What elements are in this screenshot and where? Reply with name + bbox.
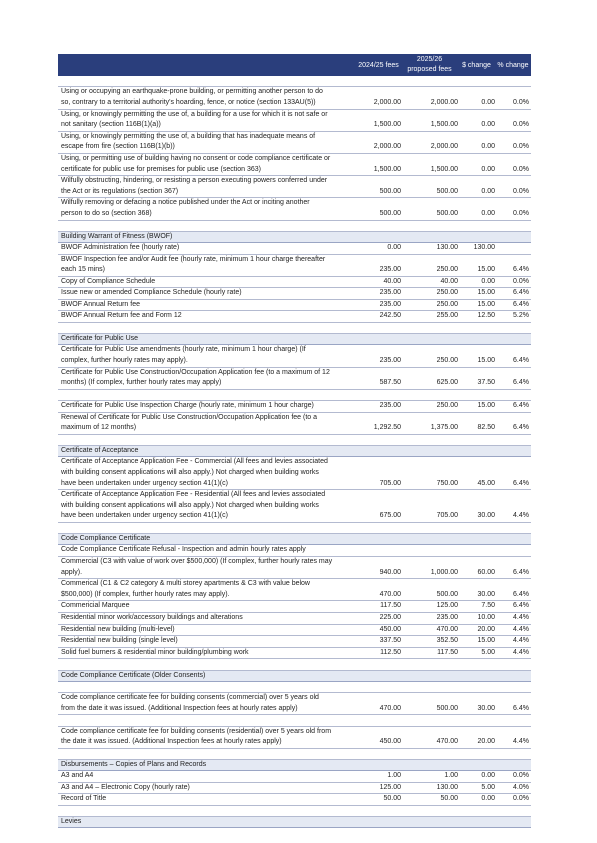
fee-2024: 125.00 [379, 783, 401, 791]
fee-description-line: Commerical (C1 & C2 category & multi storey apartments & C3 with value below [61, 580, 310, 588]
percent-change: 4.4% [513, 512, 529, 520]
percent-change: 0.0% [513, 187, 529, 195]
percent-change: 6.4% [513, 479, 529, 487]
dollar-change: 5.00 [481, 783, 495, 791]
percent-change: 6.4% [513, 568, 529, 576]
fee-2024: 500.00 [379, 187, 401, 195]
header-2024-fees: 2024/25 fees [358, 62, 399, 69]
fee-row [58, 311, 531, 323]
dollar-change: 45.00 [477, 479, 495, 487]
fee-row [58, 345, 531, 367]
percent-change: 4.4% [513, 625, 529, 633]
fee-description-line: Certificate of Acceptance Application Fee - Commercial (All fees and levies associated [61, 458, 328, 466]
fee-description [58, 87, 356, 108]
fee-description [58, 648, 356, 659]
fee-row [58, 243, 531, 255]
percent-change: 4.4% [513, 613, 529, 621]
fee-row [58, 132, 531, 154]
fee-2024: 235.00 [379, 266, 401, 274]
fee-description [58, 613, 356, 624]
spacer-row [58, 323, 531, 334]
percent-change: 6.4% [513, 402, 529, 410]
fee-2025: 2,000.00 [430, 143, 458, 151]
fee-description-line: complex, further hourly rates may apply). [61, 357, 188, 365]
header-percent-change: % change [497, 62, 529, 69]
fee-row [58, 154, 531, 176]
dollar-change: 0.00 [481, 165, 495, 173]
dollar-change: 0.00 [481, 795, 495, 803]
dollar-change: 30.00 [477, 704, 495, 712]
fee-row [58, 277, 531, 289]
dollar-change: 10.00 [477, 613, 495, 621]
fee-2024: 2,000.00 [373, 143, 401, 151]
fees-table [58, 54, 531, 828]
fee-description-line: the date it was issued. (Additional Inspection fees at hourly rates apply) [61, 738, 282, 746]
dollar-change: 37.50 [477, 379, 495, 387]
fee-2024: 470.00 [379, 590, 401, 598]
fee-description [58, 132, 356, 153]
fee-row [58, 368, 531, 390]
fee-2024: 1.00 [387, 772, 401, 780]
dollar-change: 5.00 [481, 648, 495, 656]
fee-description-line: Certificate for Public Use Construction/Occupation Application fee (to a maximum of 12 [61, 368, 330, 376]
header-dollar-change: $ change [462, 62, 491, 69]
section-heading: Code Compliance Certificate [58, 534, 531, 545]
fee-description [58, 288, 356, 299]
fee-2024: 450.00 [379, 625, 401, 633]
fee-2025: 250.00 [436, 289, 458, 297]
fee-description-line: Issue new or amended Compliance Schedule (hourly rate) [61, 289, 242, 297]
header-2025-fees-line1: 2025/26 [416, 56, 443, 63]
fee-description [58, 771, 356, 782]
fee-description-line: Wilfully removing or defacing a notice published under the Act or inciting another [61, 199, 310, 207]
fee-description-line: Residential new building (single level) [61, 637, 178, 645]
fee-2024: 242.50 [379, 312, 401, 320]
percent-change: 0.0% [513, 209, 529, 217]
spacer-row [58, 682, 531, 693]
percent-change: 6.4% [513, 704, 529, 712]
fee-row [58, 727, 531, 749]
fee-row [58, 601, 531, 613]
fee-description-line: person to do so (section 368) [61, 209, 152, 217]
fee-row [58, 545, 531, 557]
fee-description [58, 625, 356, 636]
fee-description-line: Using, or knowingly permitting the use of, a building that has inadequate means of [61, 132, 316, 140]
fee-row [58, 771, 531, 783]
fee-row [58, 794, 531, 806]
dollar-change: 12.50 [477, 312, 495, 320]
percent-change: 6.4% [513, 590, 529, 598]
percent-change: 4.4% [513, 738, 529, 746]
fee-description [58, 545, 356, 556]
percent-change: 0.0% [513, 143, 529, 151]
percent-change: 6.4% [513, 289, 529, 297]
fee-description-line: each 15 mins) [61, 266, 105, 274]
fee-row [58, 490, 531, 523]
dollar-change: 15.00 [477, 357, 495, 365]
fee-row [58, 300, 531, 312]
fee-description-line: from the date it was issued. (Additional Inspection fees at hourly rates apply) [61, 704, 298, 712]
fee-2025: 130.00 [436, 783, 458, 791]
fee-description [58, 727, 356, 748]
fee-2024: 235.00 [379, 289, 401, 297]
dollar-change: 0.00 [481, 277, 495, 285]
fee-2024: 675.00 [379, 512, 401, 520]
fee-2025: 500.00 [436, 209, 458, 217]
fee-row [58, 176, 531, 198]
fee-row [58, 625, 531, 637]
dollar-change: 130.00 [473, 243, 495, 251]
spacer-row [58, 715, 531, 726]
percent-change [495, 243, 531, 254]
percent-change: 6.4% [513, 300, 529, 308]
fee-2025: 500.00 [436, 590, 458, 598]
section-heading: Disbursements – Copies of Plans and Records [58, 760, 531, 771]
fee-description [58, 783, 356, 794]
fee-description-line: Commercial (C3 with value of work over $500,000) (If complex, further hourly rates may [61, 557, 333, 565]
dollar-change: 15.00 [477, 637, 495, 645]
fee-2024 [356, 545, 401, 556]
fee-description [58, 457, 356, 489]
section-heading: Certificate of Acceptance [58, 446, 531, 457]
fee-2024: 1,500.00 [373, 165, 401, 173]
fee-row [58, 457, 531, 490]
percent-change: 6.4% [513, 266, 529, 274]
fee-description-line: Renewal of Certificate for Public Use Construction/Occupation Application fee (to a [61, 413, 318, 421]
fee-2024: 450.00 [379, 738, 401, 746]
spacer-row [58, 806, 531, 817]
fee-row [58, 613, 531, 625]
fee-description-line: the Act or its regulations (section 367) [61, 187, 179, 195]
fee-description-line: Code Compliance Certificate Refusal - Inspection and admin hourly rates apply [61, 546, 306, 554]
dollar-change: 15.00 [477, 300, 495, 308]
fee-description-line: with building consent applications will also apply.) Not charged when building works [61, 501, 319, 509]
spacer-row [58, 435, 531, 446]
fee-description-line: certificate for public use for premises for public use (section 363) [61, 165, 261, 173]
fee-description-line: so, contrary to a territorial authority's hoarding, fence, or notice (section 133AU(5)) [61, 98, 316, 106]
percent-change: 4.0% [513, 783, 529, 791]
header-2025-fees-line2: proposed fees [407, 66, 452, 73]
fee-2024: 112.50 [380, 648, 401, 656]
percent-change: 5.2% [513, 312, 529, 320]
spacer-row [58, 523, 531, 534]
percent-change: 6.4% [513, 424, 529, 432]
fee-2024: 940.00 [379, 568, 401, 576]
fee-2025: 117.50 [437, 648, 458, 656]
table-body [58, 76, 531, 828]
fee-description-line: Wilfully obstructing, hindering, or resisting a person executing powers conferred under [61, 177, 328, 185]
fee-description [58, 277, 356, 288]
section-heading: Levies [58, 817, 531, 828]
table-header [58, 54, 531, 76]
fee-description-line: Using or occupying an earthquake-prone building, or permitting another person to do [61, 88, 323, 96]
fee-description-line: BWOF Annual Return fee and Form 12 [61, 312, 182, 320]
dollar-change: 0.00 [481, 143, 495, 151]
fee-2025: 1,000.00 [430, 568, 458, 576]
fee-description [58, 401, 356, 412]
fee-description [58, 413, 356, 434]
fee-2025: 130.00 [436, 243, 458, 251]
dollar-change: 20.00 [477, 738, 495, 746]
fee-2024: 235.00 [379, 300, 401, 308]
dollar-change: 0.00 [481, 121, 495, 129]
fee-row [58, 401, 531, 413]
fee-description [58, 154, 356, 175]
dollar-change: 82.50 [477, 424, 495, 432]
dollar-change [458, 545, 495, 556]
fee-2024: 2,000.00 [373, 98, 401, 106]
fee-description [58, 176, 356, 197]
fee-2024: 1,500.00 [373, 121, 401, 129]
fee-description [58, 255, 356, 276]
fee-2025: 500.00 [436, 704, 458, 712]
fee-row [58, 255, 531, 277]
fee-description-line: Code compliance certificate fee for building consents (commercial) over 5 years old [61, 694, 319, 702]
fee-description-line: Using, or knowingly permitting the use of, a building for a use for which it is not safe or [61, 110, 328, 118]
fee-2025: 352.50 [436, 637, 458, 645]
fee-row [58, 413, 531, 435]
percent-change: 4.4% [513, 648, 529, 656]
dollar-change: 15.00 [477, 289, 495, 297]
fee-description-line: A3 and A4 – Electronic Copy (hourly rate) [61, 783, 190, 791]
section-heading: Code Compliance Certificate (Older Consents) [58, 671, 531, 682]
percent-change: 0.0% [513, 772, 529, 780]
fee-row [58, 636, 531, 648]
fee-description [58, 300, 356, 311]
fee-2025: 50.00 [440, 795, 458, 803]
fee-row [58, 579, 531, 601]
fee-2025: 250.00 [436, 357, 458, 365]
fee-2025: 250.00 [436, 266, 458, 274]
percent-change [495, 545, 531, 556]
section-heading: Building Warrant of Fitness (BWOF) [58, 232, 531, 243]
fee-2024: 225.00 [379, 613, 401, 621]
percent-change: 0.0% [513, 165, 529, 173]
dollar-change: 15.00 [477, 402, 495, 410]
fee-2024: 470.00 [379, 704, 401, 712]
fee-description-line: apply). [61, 568, 83, 576]
fee-description-line: Residential new building (multi-level) [61, 625, 175, 633]
fee-description-line: Record of Title [61, 795, 107, 803]
dollar-change: 7.50 [481, 602, 495, 610]
percent-change: 0.0% [513, 277, 529, 285]
fee-2024: 337.50 [379, 637, 401, 645]
fee-2025: 625.00 [436, 379, 458, 387]
fee-2025: 255.00 [436, 312, 458, 320]
spacer-row [58, 390, 531, 401]
fee-description-line: BWOF Inspection fee and/or Audit fee (hourly rate, minimum 1 hour charge thereafter [61, 255, 326, 263]
fee-description-line: Solid fuel burners & residential minor building/plumbing work [61, 648, 249, 656]
dollar-change: 0.00 [481, 98, 495, 106]
fee-2025: 250.00 [436, 402, 458, 410]
fee-2024: 50.00 [383, 795, 401, 803]
dollar-change: 0.00 [481, 187, 495, 195]
percent-change: 6.4% [513, 602, 529, 610]
fee-2024: 117.50 [380, 602, 401, 610]
fee-description-line: BWOF Administration fee (hourly rate) [61, 243, 180, 251]
fee-row [58, 198, 531, 220]
spacer-row [58, 76, 531, 87]
fee-description [58, 693, 356, 714]
fee-2025: 470.00 [436, 738, 458, 746]
fee-description [58, 636, 356, 647]
percent-change: 6.4% [513, 379, 529, 387]
fee-2025: 470.00 [436, 625, 458, 633]
fee-2024: 40.00 [383, 277, 401, 285]
fee-row [58, 87, 531, 109]
fee-2025: 2,000.00 [430, 98, 458, 106]
spacer-row [58, 659, 531, 670]
fee-2025: 235.00 [436, 613, 458, 621]
dollar-change: 0.00 [481, 772, 495, 780]
fee-2025: 1,500.00 [430, 165, 458, 173]
fee-row [58, 783, 531, 795]
fee-row [58, 693, 531, 715]
fee-description-line: Certificate for Public Use Inspection Charge (hourly rate, minimum 1 hour charge) [61, 402, 314, 410]
fee-row [58, 288, 531, 300]
fee-description-line: BWOF Annual Return fee [61, 300, 140, 308]
fee-description-line: Using, or permitting use of building having no consent or code compliance certificate or [61, 154, 331, 162]
fee-description [58, 601, 356, 612]
fee-description-line: have been undertaken under urgency section 41(1)(c) [61, 512, 228, 520]
fee-2025: 40.00 [440, 277, 458, 285]
fee-2025: 1.00 [444, 772, 458, 780]
fee-description-line: Certificate for Public Use amendments (hourly rate, minimum 1 hour charge) (If [61, 346, 306, 354]
fee-description [58, 110, 356, 131]
dollar-change: 60.00 [477, 568, 495, 576]
percent-change: 0.0% [513, 121, 529, 129]
fee-2025: 250.00 [436, 300, 458, 308]
fee-2025: 1,375.00 [430, 424, 458, 432]
fee-description [58, 345, 356, 366]
fee-description-line: with building consent applications will also apply.) Not charged when building works [61, 468, 319, 476]
fee-description-line: Copy of Compliance Schedule [61, 277, 156, 285]
fee-2025: 750.00 [436, 479, 458, 487]
dollar-change: 30.00 [477, 590, 495, 598]
fee-description [58, 579, 356, 600]
dollar-change: 15.00 [477, 266, 495, 274]
fee-description-line: not sanitary (section 116B(1)(a)) [61, 121, 161, 129]
fee-description-line: Certificate of Acceptance Application Fee - Residential (All fees and levies associated [61, 491, 326, 499]
fee-2024: 587.50 [379, 379, 401, 387]
fee-2024: 705.00 [379, 479, 401, 487]
fee-description-line: Commericial Marquee [61, 602, 130, 610]
fee-row [58, 110, 531, 132]
fee-description [58, 557, 356, 578]
fee-description-line: have been undertaken under urgency section 41(1)(c) [61, 479, 228, 487]
fee-2024: 235.00 [379, 357, 401, 365]
fee-description-line: Code compliance certificate fee for building consents (residential) over 5 years old from [61, 727, 332, 735]
fee-description [58, 243, 356, 254]
dollar-change: 30.00 [477, 512, 495, 520]
dollar-change: 0.00 [481, 209, 495, 217]
fee-description [58, 490, 356, 522]
fee-row [58, 557, 531, 579]
fee-description [58, 794, 356, 805]
fee-description-line: maximum of 12 months) [61, 424, 137, 432]
fee-2025 [401, 545, 458, 556]
percent-change: 0.0% [513, 98, 529, 106]
fee-2025: 125.00 [436, 602, 458, 610]
fee-2024: 1,292.50 [373, 424, 401, 432]
spacer-row [58, 749, 531, 760]
fee-description-line: A3 and A4 [61, 772, 94, 780]
fee-description-line: months) (If complex, further hourly rates may apply) [61, 379, 222, 387]
percent-change: 4.4% [513, 637, 529, 645]
fee-2025: 705.00 [436, 512, 458, 520]
spacer-row [58, 221, 531, 232]
percent-change: 6.4% [513, 357, 529, 365]
fee-description [58, 311, 356, 322]
fee-2025: 500.00 [436, 187, 458, 195]
fee-2025: 1,500.00 [430, 121, 458, 129]
fee-2024: 235.00 [379, 402, 401, 410]
fee-description [58, 198, 356, 219]
fee-description-line: escape from fire (section 116B(1)(b)) [61, 143, 175, 151]
fee-description-line: $500,000) (If complex, further hourly rates may apply). [61, 590, 230, 598]
fee-description [58, 368, 356, 389]
fee-2024: 500.00 [379, 209, 401, 217]
fee-description-line: Residential minor work/accessory buildings and alterations [61, 613, 243, 621]
percent-change: 0.0% [513, 795, 529, 803]
fee-2024: 0.00 [387, 243, 401, 251]
fee-row [58, 648, 531, 660]
section-heading: Certificate for Public Use [58, 334, 531, 345]
dollar-change: 20.00 [477, 625, 495, 633]
